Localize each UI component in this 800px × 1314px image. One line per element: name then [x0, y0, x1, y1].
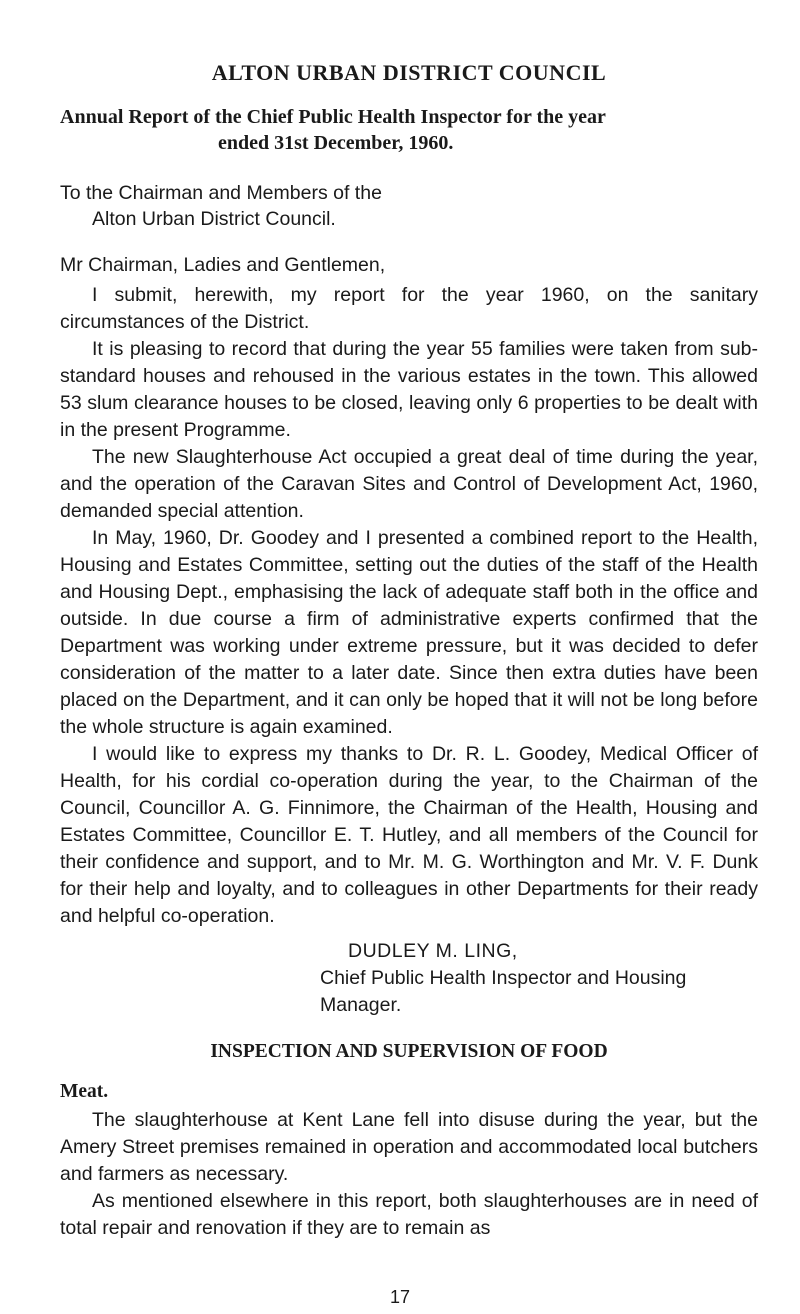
- report-title-line-1: Annual Report of the Chief Public Health Inspector for the year: [60, 106, 606, 128]
- report-title: [60, 104, 758, 156]
- salutation: Mr Chairman, Ladies and Gentlemen,: [60, 254, 386, 276]
- paragraph-renovation: As mentioned elsewhere in this report, both slaughterhouses are in need of total repair and renovation if they are to remain as: [60, 1190, 758, 1239]
- signature-name: DUDLEY M. LING,: [348, 940, 518, 962]
- subheading-meat: Meat.: [60, 1081, 109, 1102]
- addressee-line-2: Alton Urban District Council.: [92, 208, 336, 230]
- signature-block: [60, 938, 758, 1019]
- paragraph-rehousing: It is pleasing to record that during the year 55 families were taken from sub-standard houses and rehoused in the various estates in the town. This allowed 53 slum clearance houses to be closed, leaving only 6 properties to be dealt with in the present Programme.: [60, 338, 758, 441]
- report-title-line-2: ended 31st December, 1960.: [218, 132, 454, 154]
- paragraph-kent-lane: The slaughterhouse at Kent Lane fell into disuse during the year, but the Amery Street premises remained in operation and accommodated local butchers and farmers as necessary.: [60, 1109, 758, 1185]
- paragraph-submission: I submit, herewith, my report for the year 1960, on the sanitary circumstances of the District.: [60, 284, 758, 333]
- page-number: 17: [389, 1287, 411, 1307]
- signature-role: Chief Public Health Inspector and Housing Manager.: [320, 967, 687, 1016]
- addressee: [60, 180, 758, 232]
- council-title: ALTON URBAN DISTRICT COUNCIL: [211, 60, 607, 85]
- paragraph-slaughterhouse-act: The new Slaughterhouse Act occupied a great deal of time during the year, and the operation of the Caravan Sites and Control of Development Act, 1960, demanded special attention.: [60, 446, 758, 522]
- section-heading: INSPECTION AND SUPERVISION OF FOOD: [210, 1041, 608, 1062]
- addressee-line-1: To the Chairman and Members of the: [60, 182, 382, 204]
- paragraph-thanks: I would like to express my thanks to Dr. R. L. Goodey, Medical Officer of Health, for his cordial co-operation during the year, to the Chairman of the Council, Councillor A. G. Finnimore, the Chairman of the Health, Housing and Estates Committee, Councillor E. T. Hutley, and all members of the Council for their confidence and support, and to Mr. M. G. Worthington and Mr. V. F. Dunk for their help and loyalty, and to colleagues in other Departments for their ready and helpful co-operation.: [60, 743, 758, 927]
- paragraph-staffing-report: In May, 1960, Dr. Goodey and I presented a combined report to the Health, Housing and Estates Committee, setting out the duties of the staff of the Health and Housing Dept., emphasising the lack of adequate staff both in the office and outside. In due course a firm of administrative experts confirmed that the Department was working under extreme pressure, but it was decided to defer consideration of the matter to a later date. Since then extra duties have been placed on the Department, and it can only be hoped that it will not be long before the whole structure is again examined.: [60, 527, 758, 738]
